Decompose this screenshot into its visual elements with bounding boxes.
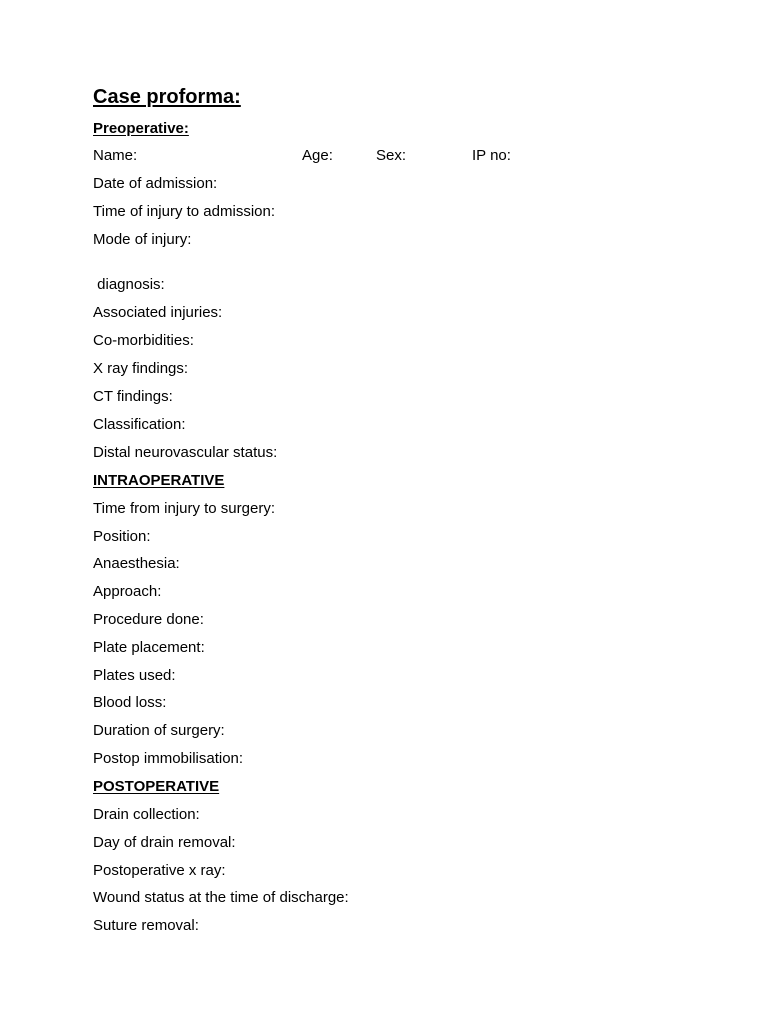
field-postop-immobilisation: Postop immobilisation: (93, 750, 244, 767)
field-x-ray-findings: X ray findings: (93, 360, 189, 377)
field-diagnosis: diagnosis: (93, 276, 165, 293)
field-time-from-injury-to-surgery: Time from injury to surgery: (93, 500, 275, 517)
page-title: Case proforma: (93, 86, 241, 108)
field-position: Position: (93, 528, 151, 545)
field-drain-collection: Drain collection: (93, 806, 200, 823)
section-heading-preoperative: Preoperative: (93, 120, 189, 137)
field-suture-removal: Suture removal: (93, 917, 199, 934)
field-approach: Approach: (93, 583, 162, 600)
field-procedure-done: Procedure done: (93, 611, 204, 628)
field-blood-loss: Blood loss: (93, 694, 167, 711)
name-label: Name: (93, 147, 138, 164)
section-heading-intraoperative: INTRAOPERATIVE (93, 472, 225, 489)
field-anaesthesia: Anaesthesia: (93, 555, 180, 572)
field-associated-injuries: Associated injuries: (93, 304, 223, 321)
sex-label: Sex: (376, 147, 407, 164)
ip-number-label: IP no: (472, 147, 511, 164)
field-postoperative-x-ray: Postoperative x ray: (93, 862, 226, 879)
field-time-of-injury-to-admission: Time of injury to admission: (93, 203, 276, 220)
field-classification: Classification: (93, 416, 186, 433)
field-plate-placement: Plate placement: (93, 639, 205, 656)
field-ct-findings: CT findings: (93, 388, 173, 405)
field-plates-used: Plates used: (93, 667, 176, 684)
field-wound-status-at-discharge: Wound status at the time of discharge: (93, 889, 349, 906)
field-mode-of-injury: Mode of injury: (93, 231, 192, 248)
field-day-of-drain-removal: Day of drain removal: (93, 834, 236, 851)
section-heading-postoperative: POSTOPERATIVE (93, 778, 220, 795)
field-duration-of-surgery: Duration of surgery: (93, 722, 225, 739)
field-date-of-admission: Date of admission: (93, 175, 218, 192)
age-label: Age: (302, 147, 333, 164)
field-distal-neurovascular-status: Distal neurovascular status: (93, 444, 278, 461)
field-co-morbidities: Co-morbidities: (93, 332, 194, 349)
